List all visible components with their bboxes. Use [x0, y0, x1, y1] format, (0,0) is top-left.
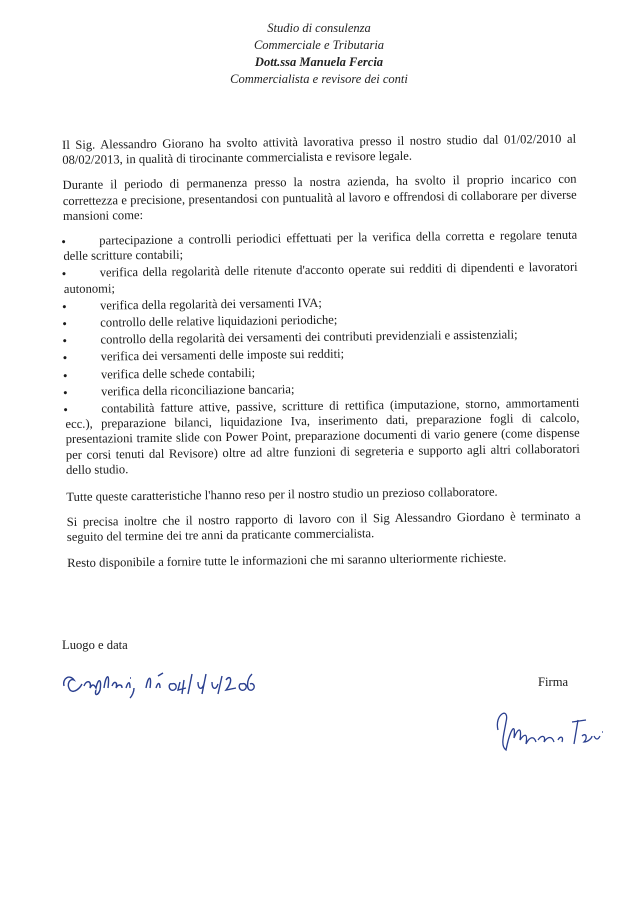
list-item: • verifica della regolarità dei versamenti IVA; [61, 295, 322, 314]
bullet-icon: • [63, 384, 68, 400]
list-item: • verifica delle schede contabili; [62, 365, 256, 383]
letterhead-line-4: Commercialista e revisore dei conti [230, 72, 408, 86]
list-item: • verifica della riconciliazione bancaria; [63, 382, 295, 400]
duties-intro-paragraph: Durante il periodo di permanenza presso la nostra azienda, ha svolto il proprio incarico con correttezza e precisione, presentandosi con puntualità al lavoro e offrendosi di collaborare per diverse mansioni come: [62, 172, 577, 223]
letterhead-line-1: Studio di consulenza [267, 21, 371, 35]
letterhead [0, 20, 638, 88]
duties-list [63, 228, 580, 478]
list-item: • controllo delle relative liquidazioni periodiche; [62, 312, 338, 332]
bullet-icon: • [62, 333, 68, 349]
letterhead-line-2: Commerciale e Tributaria [253, 38, 385, 52]
signature-label: Firma [538, 675, 569, 689]
list-item: • contabilità fatture attive, passive, scritture di rettifica (imputazione, storno, ammortamenti ecc.), preparazione bilanci, liquidazione Iva, inserimento dati, preparazione fogli di calcolo, presentazioni tramite slide con Power Point, preparazione documenti di vario genere (come dispense per corsi tenuti dal Revisore) oltre ad altre funzioni di segreteria e supporto agli altri collaboratori dello studio. [63, 395, 580, 477]
closing-paragraph-2: Si precisa inoltre che il nostro rapporto di lavoro con il Sig Alessandro Giordano è terminato a seguito del termine dei tre anni da praticante commercialista. [66, 508, 581, 545]
letterhead-name: Dott.ssa Manuela Fercia [254, 55, 384, 69]
bullet-icon: • [63, 401, 68, 418]
list-item: • verifica della regolarità delle ritenute d'acconto operate sui redditi di dipendenti e lavoratori autonomi; [61, 260, 578, 296]
list-item: • partecipazione a controlli periodici effettuati per la verifica della corretta e regolare tenuta delle scritture contabili; [61, 227, 578, 264]
closing-paragraph-1: Tutte queste caratteristiche l'hanno reso per il nostro studio un prezioso collaboratore. [66, 484, 498, 505]
bullet-icon: • [62, 315, 67, 332]
handwritten-place-date [60, 664, 260, 700]
list-item: • controllo della regolarità dei versamenti dei contributi previdenziali e assistenziali; [62, 327, 518, 349]
place-date-label: Luogo e data [62, 638, 128, 652]
signature [488, 700, 608, 760]
bullet-icon: • [61, 298, 67, 314]
bullet-icon: • [61, 233, 66, 250]
bullet-icon: • [61, 266, 67, 282]
bullet-icon: • [62, 367, 68, 383]
list-item: • verifica dei versamenti delle imposte sui redditi; [62, 347, 345, 366]
intro-paragraph: Il Sig. Alessandro Giorano ha svolto attività lavorativa presso il nostro studio dal 01/02/2010 al 08/02/2013, in qualità di tirocinante commercialista e revisore legale. [62, 131, 577, 168]
letter-body [62, 132, 581, 581]
closing-paragraph-3: Resto disponibile a fornire tutte le informazioni che mi saranno ulteriormente richieste. [67, 550, 507, 570]
bullet-icon: • [62, 350, 68, 366]
